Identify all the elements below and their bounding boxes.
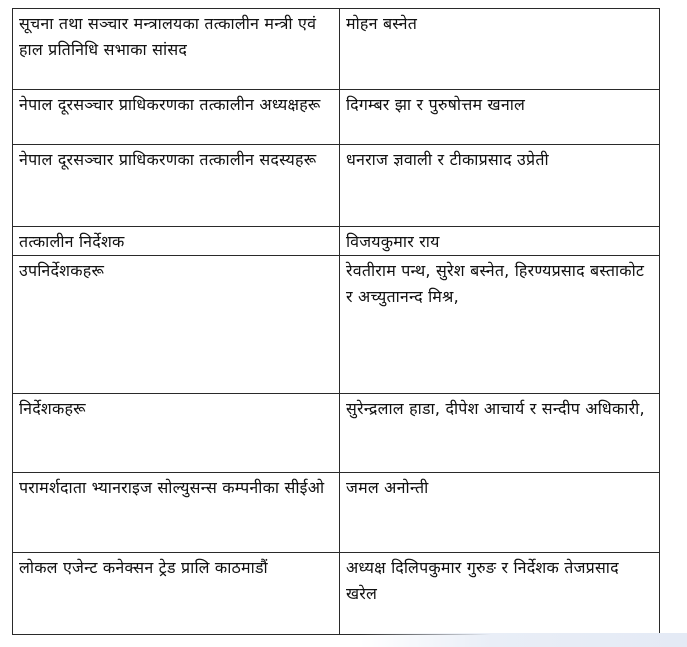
- officials-table: [12, 8, 660, 635]
- role-cell: [13, 9, 340, 90]
- names-text: दिगम्बर झा र पुरुषोत्तम खनाल: [346, 95, 526, 114]
- role-text: उपनिर्देशकहरू: [19, 261, 105, 280]
- names-cell: [340, 145, 660, 227]
- role-cell: [13, 394, 340, 473]
- page-edge-shadow: [360, 633, 687, 647]
- role-text: परामर्शदाता भ्यानराइज सोल्युसन्स कम्पनीका सीईओ: [19, 478, 325, 497]
- table-row: [13, 145, 660, 227]
- names-text: विजयकुमार राय: [346, 232, 440, 251]
- role-cell: [13, 227, 340, 256]
- role-cell: [13, 256, 340, 394]
- names-cell: [340, 473, 660, 553]
- names-text: अध्यक्ष दिलिपकुमार गुरुङ र निर्देशक तेजप्रसाद खरेल: [346, 558, 619, 603]
- role-cell: [13, 553, 340, 635]
- names-text: सुरेन्द्रलाल हाडा, दीपेश आचार्य र सन्दीप अधिकारी,: [346, 399, 645, 418]
- role-text: तत्कालीन निर्देशक: [19, 232, 125, 251]
- names-text: मोहन बस्नेत: [346, 14, 418, 33]
- names-cell: [340, 90, 660, 145]
- names-text: रेवतीराम पन्थ, सुरेश बस्नेत, हिरण्यप्रसाद बस्ताकोट र अच्युतानन्द मिश्र,: [346, 261, 645, 306]
- table-row: [13, 473, 660, 553]
- table-row: [13, 553, 660, 635]
- names-text: जमल अनोन्ती: [346, 478, 429, 497]
- role-text: निर्देशकहरू: [19, 399, 86, 418]
- names-cell: [340, 553, 660, 635]
- role-cell: [13, 473, 340, 553]
- role-cell: [13, 145, 340, 227]
- names-text: धनराज ज्ञवाली र टीकाप्रसाद उप्रेती: [346, 150, 549, 169]
- table-row: [13, 90, 660, 145]
- names-cell: [340, 227, 660, 256]
- table-row: [13, 227, 660, 256]
- names-cell: [340, 256, 660, 394]
- role-cell: [13, 90, 340, 145]
- names-cell: [340, 394, 660, 473]
- table-row: [13, 9, 660, 90]
- role-text: सूचना तथा सञ्चार मन्त्रालयका तत्कालीन मन्त्री एवं हाल प्रतिनिधि सभाका सांसद: [19, 14, 317, 59]
- role-text: लोकल एजेन्ट कनेक्सन ट्रेड प्रालि काठमाडौं: [19, 558, 268, 577]
- table-row: [13, 256, 660, 394]
- names-cell: [340, 9, 660, 90]
- table-row: [13, 394, 660, 473]
- role-text: नेपाल दूरसञ्चार प्राधिकरणका तत्कालीन अध्यक्षहरू: [19, 95, 321, 114]
- role-text: नेपाल दूरसञ्चार प्राधिकरणका तत्कालीन सदस्यहरू: [19, 150, 317, 169]
